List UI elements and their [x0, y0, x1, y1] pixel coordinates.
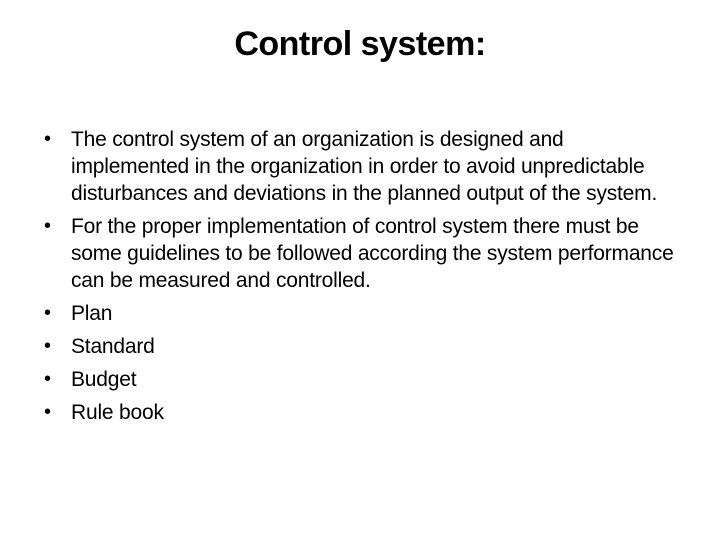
list-item [44, 126, 684, 207]
bullet-icon: • [44, 215, 51, 237]
bullet-icon: • [44, 401, 51, 423]
bullet-icon: • [44, 302, 51, 324]
list-item-text: For the proper implementation of control system there must be some guidelines to be followed according the system performance can be measured and controlled. [71, 215, 674, 292]
bullet-icon: • [44, 368, 51, 390]
list-item-text: Budget [71, 368, 137, 391]
list-item-text: Rule book [71, 401, 164, 424]
list-item-text: Plan [71, 302, 113, 325]
bullet-list [44, 126, 684, 432]
list-item-text: The control system of an organization is designed and implemented in the organization in order to avoid unpredictable disturbances and deviations in the planned output of the system. [71, 128, 658, 205]
list-item [44, 213, 684, 294]
list-item [44, 333, 684, 360]
slide-title: Control system: [234, 25, 486, 63]
bullet-icon: • [44, 128, 51, 150]
list-item [44, 399, 684, 426]
list-item-text: Standard [71, 335, 155, 358]
list-item [44, 366, 684, 393]
list-item [44, 300, 684, 327]
bullet-icon: • [44, 335, 51, 357]
